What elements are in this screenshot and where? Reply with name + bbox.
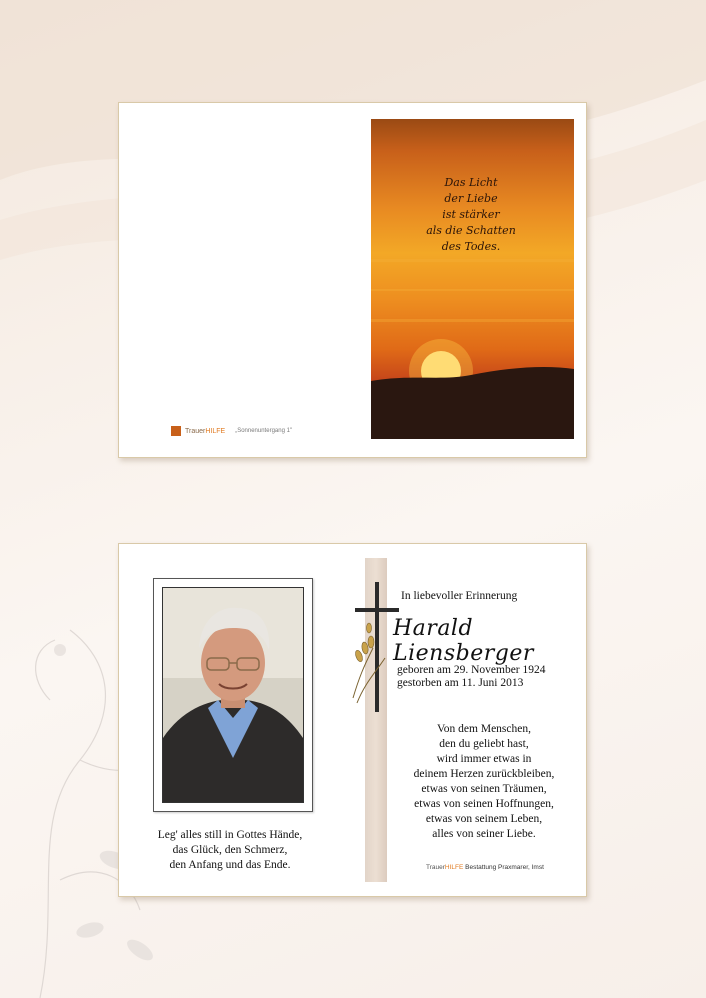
death-date: gestorben am 11. Juni 2013 bbox=[397, 677, 524, 689]
sunset-quote bbox=[411, 175, 531, 255]
left-verse-line: den Anfang und das Ende. bbox=[169, 859, 291, 871]
funeral-home-footer bbox=[426, 864, 544, 871]
trauerhilfe-logo-icon bbox=[171, 426, 181, 436]
brand-footer bbox=[171, 426, 292, 436]
brand-name-part2: HILFE bbox=[205, 427, 226, 435]
birth-date: geboren am 29. November 1924 bbox=[397, 664, 546, 676]
top-memorial-card bbox=[118, 102, 587, 458]
portrait-frame bbox=[153, 578, 313, 812]
verse-line: Von dem Menschen, bbox=[436, 723, 531, 735]
quote-line: ist stärker bbox=[442, 208, 500, 221]
verse-line: den du geliebt hast, bbox=[439, 738, 529, 750]
left-verse-line: Leg' alles still in Gottes Hände, bbox=[157, 829, 303, 841]
footer-text: Bestattung Praxmarer, Imst bbox=[463, 864, 544, 871]
quote-line: des Todes. bbox=[441, 240, 501, 253]
quote-line: der Liebe bbox=[444, 192, 498, 205]
verse-line: etwas von seinen Träumen, bbox=[421, 783, 547, 795]
life-dates bbox=[397, 664, 546, 690]
template-caption: „Sonnenuntergang 1" bbox=[235, 428, 293, 434]
left-verse bbox=[131, 828, 329, 873]
memorial-verse bbox=[404, 722, 564, 842]
footer-brand-part2: HILFE bbox=[444, 864, 464, 871]
verse-line: alles von seiner Liebe. bbox=[432, 828, 536, 840]
bottom-memorial-card bbox=[118, 543, 587, 897]
verse-line: etwas von seinen Hoffnungen, bbox=[414, 798, 554, 810]
verse-line: wird immer etwas in bbox=[436, 753, 532, 765]
memorial-heading: In liebevoller Erinnerung bbox=[401, 590, 518, 602]
left-verse-line: das Glück, den Schmerz, bbox=[172, 844, 288, 856]
sunset-image bbox=[371, 119, 574, 439]
portrait-photo bbox=[162, 587, 304, 803]
deceased-name: Harald Liensberger bbox=[393, 616, 534, 666]
verse-line: deinem Herzen zurückbleiben, bbox=[413, 768, 555, 780]
brand-name-part1: Trauer bbox=[185, 427, 206, 435]
brand-name bbox=[185, 428, 225, 435]
verse-line: etwas von seinem Leben, bbox=[425, 813, 543, 825]
quote-line: Das Licht bbox=[444, 176, 498, 189]
quote-line: als die Schatten bbox=[426, 224, 516, 237]
footer-brand-part1: Trauer bbox=[426, 864, 445, 871]
